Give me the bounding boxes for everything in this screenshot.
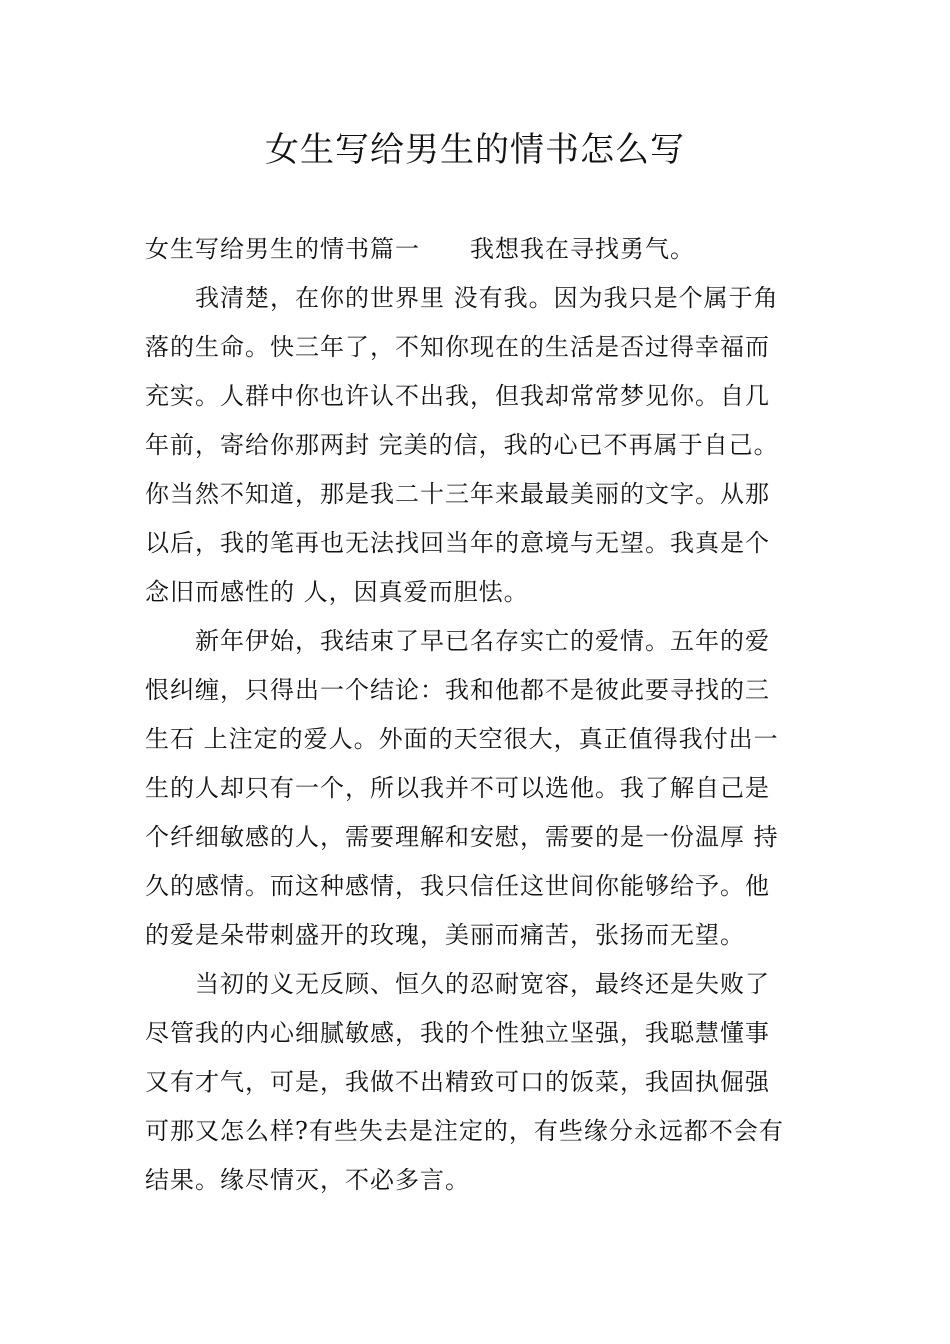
document-title: 女生写给男生的情书怎么写 xyxy=(265,130,685,170)
text-line: 我清楚，在你的世界里 没有我。因为我只是个属于角 xyxy=(195,284,779,312)
text-line: 的爱是朵带刺盛开的玫瑰，美丽而痛苦，张扬而无望。 xyxy=(145,921,745,949)
document-body xyxy=(145,225,810,1205)
text-line: 个纤细敏感的人，需要理解和安慰，需要的是一份温厚 持 xyxy=(145,823,779,851)
text-line: 生石 上注定的爱人。外面的天空很大，真正值得我付出一 xyxy=(145,725,779,753)
text-line: 年前，寄给你那两封 完美的信，我的心已不再属于自己。 xyxy=(145,431,779,459)
text-line: 久的感情。而这种感情，我只信任这世间你能够给予。他 xyxy=(145,872,770,900)
text-line: 落的生命。快三年了，不知你现在的生活是否过得幸福而 xyxy=(145,333,770,361)
text-line: 你当然不知道，那是我二十三年来最最美丽的文字。从那 xyxy=(145,480,770,508)
text-line: 念旧而感性的 人，因真爱而胆怯。 xyxy=(145,578,529,606)
text-line: 又有才气，可是，我做不出精致可口的饭菜，我固执倔强 xyxy=(145,1068,770,1096)
text-line: 可那又怎么样?有些失去是注定的，有些缘分永远都不会有 xyxy=(145,1117,784,1145)
text-line: 恨纠缠，只得出一个结论：我和他都不是彼此要寻找的三 xyxy=(145,676,770,704)
text-line: 尽管我的内心细腻敏感，我的个性独立坚强，我聪慧懂事 xyxy=(145,1019,770,1047)
text-line: 新年伊始，我结束了早已名存实亡的爱情。五年的爱 xyxy=(195,627,770,655)
text-line: 生的人却只有一个，所以我并不可以选他。我了解自己是 xyxy=(145,774,770,802)
text-line: 充实。人群中你也许认不出我，但我却常常梦见你。自几 xyxy=(145,382,770,410)
text-line: 当初的义无反顾、恒久的忍耐宽容，最终还是失败了 xyxy=(195,970,770,998)
text-line: 女生写给男生的情书篇一 我想我在寻找勇气。 xyxy=(145,235,695,263)
text-line: 结果。缘尽情灭，不必多言。 xyxy=(145,1166,470,1194)
text-line: 以后，我的笔再也无法找回当年的意境与无望。我真是个 xyxy=(145,529,770,557)
